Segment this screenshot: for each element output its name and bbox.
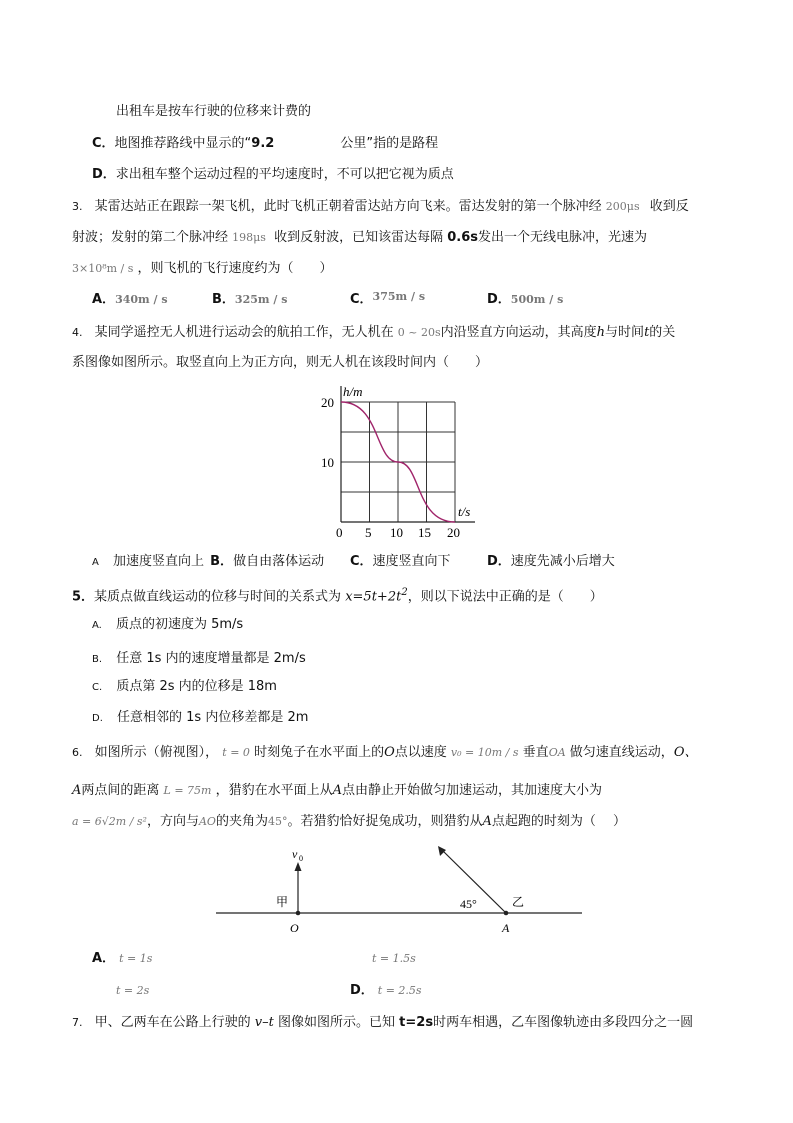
- question-text: ，猎豹在水平面上从: [215, 783, 333, 798]
- option-c: [350, 553, 451, 571]
- variable: A: [72, 783, 82, 798]
- variable: h: [596, 325, 606, 340]
- question-text: 的夹角为: [215, 814, 268, 829]
- option-label: A.: [92, 620, 102, 631]
- option-c: [92, 678, 277, 697]
- question-3-line-3: [72, 260, 333, 278]
- v0-subscript: 0: [299, 854, 303, 863]
- question-number: 4.: [72, 326, 83, 339]
- yi-label: 乙: [512, 895, 525, 909]
- question-text: ，则以下说法中正确的是（ ）: [407, 589, 603, 605]
- option-a: [92, 616, 243, 635]
- option-label: A．: [92, 951, 116, 966]
- y-tick-label: 20: [321, 395, 334, 410]
- height-time-graph: [321, 380, 495, 540]
- option-b: [372, 950, 416, 968]
- question-number: 3.: [72, 200, 83, 213]
- angle-label: 45°: [460, 897, 477, 911]
- question-number: 5．: [72, 589, 95, 605]
- option-b-continuation: 出租车是按车行驶的位移来计费的: [116, 104, 312, 119]
- question-text: 图像如图所示。已知: [278, 1015, 396, 1030]
- variable: O、: [673, 745, 698, 760]
- option-text: 任意相邻的 1s 内位移差都是 2m: [117, 710, 309, 725]
- point-a: [504, 911, 509, 916]
- formula-exponent: 2: [401, 587, 408, 598]
- question-text: 时刻兔子在水平面上的: [254, 745, 385, 760]
- option-text-a: 地图推荐路线中显示的“: [114, 136, 252, 151]
- o-label: O: [290, 921, 299, 935]
- question-3-line-2: [72, 229, 647, 247]
- x-tick-label: 20: [447, 525, 460, 540]
- acceleration-arrow-head: [438, 846, 446, 856]
- option-label: D．: [92, 167, 116, 182]
- formula: 0 ~ 20s: [397, 326, 441, 339]
- option-d: [350, 982, 422, 1000]
- option-text: 速度竖直向下: [372, 554, 451, 569]
- option-text: 加速度竖直向上: [112, 554, 204, 569]
- question-text: 点起跑的时刻为（ ）: [491, 814, 627, 829]
- formula: t=2s: [399, 1015, 434, 1030]
- option-b: [92, 650, 306, 669]
- option-a: [92, 291, 168, 309]
- option-text: t = 2.5s: [377, 984, 422, 997]
- option-label: D．: [350, 983, 374, 998]
- question-text: 射波；发射的第二个脉冲经: [72, 230, 229, 245]
- question-text: 某雷达站正在跟踪一架飞机，此时飞机正朝着雷达站方向飞来。雷达发射的第一个脉冲经: [94, 199, 602, 214]
- variable: O: [384, 745, 395, 760]
- option-label: C．: [350, 554, 373, 569]
- question-text: 某同学遥控无人机进行运动会的航拍工作，无人机在: [94, 325, 394, 340]
- option-text: t = 1s: [119, 952, 153, 965]
- option-text: 340m / s: [115, 293, 168, 306]
- option-label: A: [92, 557, 99, 568]
- option-text-b: 9.2: [251, 136, 275, 151]
- option-text: 做自由落体运动: [233, 554, 325, 569]
- question-text: 如图所示（俯视图），: [94, 745, 219, 760]
- option-text: t = 2s: [116, 984, 150, 997]
- option-label: D.: [92, 713, 103, 724]
- option-d: [487, 553, 615, 571]
- question-text: 做匀速直线运动，: [569, 745, 674, 760]
- option-label: B．: [210, 554, 234, 569]
- option-b: [212, 291, 287, 309]
- option-label: B．: [212, 292, 235, 307]
- question-text: 发出一个无线电脉冲，光速为: [478, 230, 648, 245]
- variable: t: [644, 325, 650, 340]
- option-label: B.: [92, 654, 103, 665]
- x-tick-label: 10: [390, 525, 403, 540]
- question-6-line-2: [72, 782, 602, 800]
- formula: 45°: [267, 815, 288, 828]
- formula: a = 6√2m / s²: [72, 815, 147, 828]
- option-d: [92, 166, 454, 184]
- option-text-c: 公里”指的是路程: [340, 136, 439, 151]
- question-text: 点由静止开始做匀加速运动，其加速度大小为: [342, 783, 603, 798]
- option-c: [116, 982, 149, 1000]
- question-text: 收到反射波，已知该雷达每隔: [274, 230, 444, 245]
- question-text: ，则飞机的飞行速度约为（ ）: [137, 261, 333, 276]
- question-3-line-1: [72, 198, 689, 216]
- formula: 0.6s: [447, 230, 479, 245]
- question-text: 两点间的距离: [81, 783, 160, 798]
- formula: OA: [548, 746, 566, 759]
- option-a: [92, 950, 152, 968]
- option-label: C．: [92, 136, 115, 151]
- question-4-line-2: [72, 354, 488, 372]
- x-tick-label: 0: [336, 525, 343, 540]
- option-text: 500m / s: [510, 293, 564, 306]
- variable: A: [482, 814, 492, 829]
- question-5-stem: [72, 584, 603, 606]
- question-7-line-1: [72, 1014, 693, 1032]
- question-text: 甲、乙两车在公路上行驶的: [94, 1015, 251, 1030]
- formula: v–t: [254, 1015, 274, 1030]
- question-text: 时两车相遇，乙车图像轨迹由多段四分之一圆: [433, 1015, 694, 1030]
- option-text: 375m / s: [372, 290, 426, 303]
- option-text: 速度先减小后增大: [510, 554, 615, 569]
- option-label: D．: [487, 292, 511, 307]
- formula: L = 75m: [163, 784, 212, 797]
- option-c: [92, 135, 438, 153]
- formula: v₀ = 10m / s: [450, 746, 519, 759]
- a-label: A: [502, 921, 510, 935]
- velocity-arrow-head: [295, 862, 302, 871]
- formula: t = 0: [222, 746, 250, 759]
- motion-diagram: [210, 840, 590, 940]
- v0-label: v: [292, 847, 298, 861]
- question-text: 的关: [649, 325, 676, 340]
- point-o: [296, 911, 301, 916]
- question-4-line-1: [72, 324, 675, 342]
- formula: x=5t+2t: [345, 589, 402, 605]
- question-6-line-1: [72, 744, 697, 762]
- formula: 200μs: [605, 200, 640, 213]
- x-axis-label: t/s: [458, 504, 471, 519]
- question-text: 某质点做直线运动的位移与时间的关系式为: [94, 589, 342, 605]
- formula: AO: [198, 815, 216, 828]
- option-text: 质点的初速度为 5m/s: [115, 617, 244, 632]
- option-label: C．: [350, 292, 373, 307]
- option-label: C.: [92, 682, 103, 693]
- y-tick-label: 10: [321, 455, 334, 470]
- question-text: 内沿竖直方向运动，其高度: [440, 325, 597, 340]
- question-text: ，方向与: [146, 814, 199, 829]
- jia-label: 甲: [276, 895, 289, 909]
- option-text: 求出租车整个运动过程的平均速度时，不可以把它视为质点: [115, 167, 454, 182]
- x-tick-label: 15: [418, 525, 431, 540]
- y-axis-label: h/m: [343, 384, 363, 399]
- question-text: 系图像如图所示。取竖直向上为正方向，则无人机在该段时间内（ ）: [72, 355, 489, 370]
- option-d: [92, 709, 308, 728]
- question-text: 。若猎豹恰好捉兔成功，则猎豹从: [287, 814, 483, 829]
- option-d: [487, 291, 563, 309]
- formula: 3×10⁸m / s: [72, 262, 134, 275]
- option-label: D．: [487, 554, 511, 569]
- question-number: 7.: [72, 1016, 83, 1029]
- option-text: 质点第 2s 内的位移是 18m: [116, 679, 277, 694]
- option-c: [350, 291, 425, 309]
- variable: A: [332, 783, 343, 798]
- x-tick-label: 5: [365, 525, 372, 540]
- formula: 198μs: [232, 231, 266, 244]
- option-label: A．: [92, 292, 116, 307]
- question-text: 点以速度: [394, 745, 447, 760]
- option-text: 325m / s: [234, 293, 288, 306]
- question-text: 与时间: [605, 325, 645, 340]
- question-text: 垂直: [522, 745, 549, 760]
- option-text: t = 1.5s: [372, 952, 416, 965]
- question-6-line-3: [72, 813, 626, 831]
- question-text: 收到反: [649, 199, 689, 214]
- question-number: 6.: [72, 746, 83, 759]
- option-a: [92, 553, 324, 572]
- option-text: 任意 1s 内的速度增量都是 2m/s: [116, 651, 306, 666]
